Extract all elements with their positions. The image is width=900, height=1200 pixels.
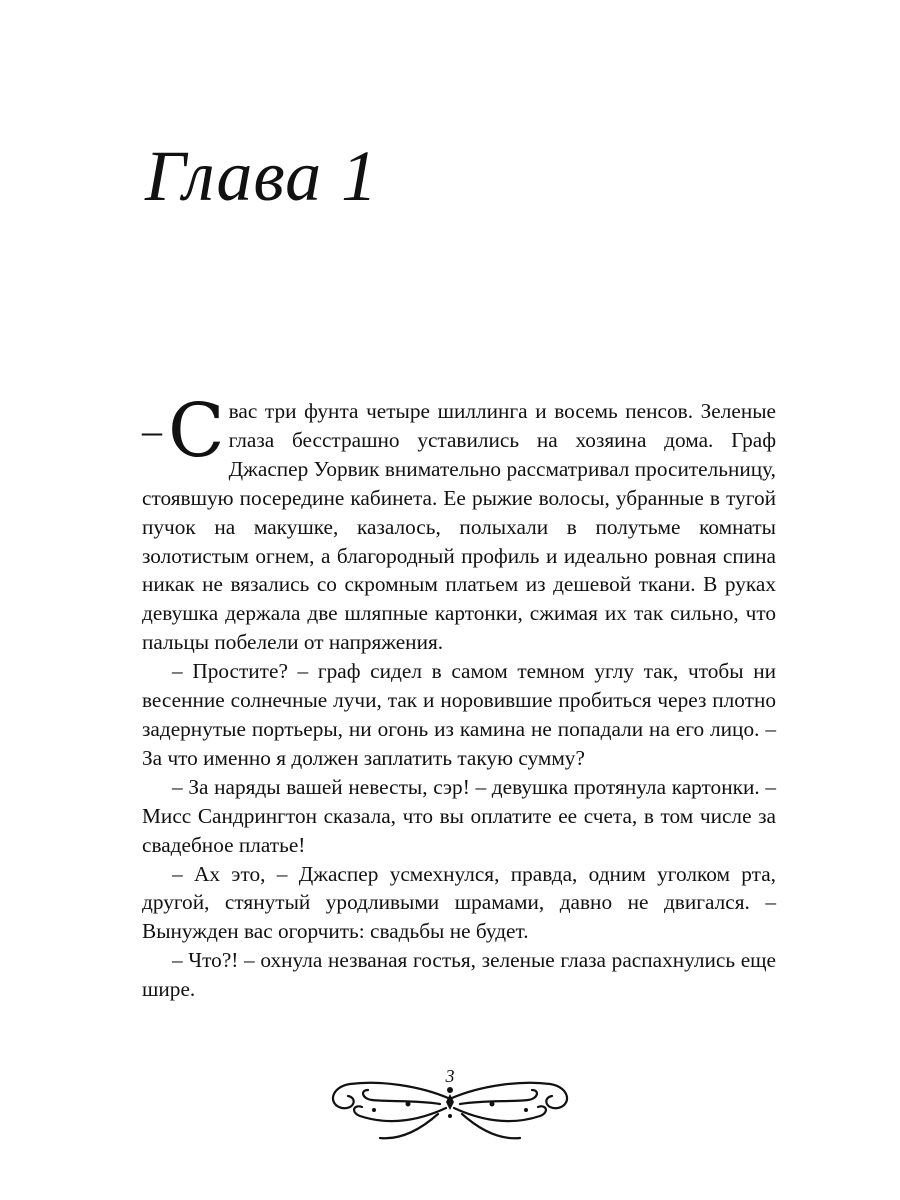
body-text	[142, 388, 776, 1004]
opening-dash: –	[142, 408, 162, 453]
page-footer	[0, 1060, 900, 1150]
paragraph-2: – Простите? – граф сидел в самом темном углу так, чтобы ни весенние солнечные лучи, так и норовившие пробиться через плотно задернутые портьеры, ни огонь из камина не попадали на его лицо. – За что именно я должен заплатить такую сумму?	[142, 659, 776, 770]
paragraph-5: – Что?! – охнула незваная гостья, зеленые глаза распахнулись еще шире.	[142, 948, 776, 1002]
page-number: 3	[445, 1066, 455, 1086]
paragraph-1-text: вас три фунта четыре шиллинга и восемь пенсов. Зеленые глаза бесстрашно уставились на хозяина дома. Граф Джаспер Уорвик внимательно рассматривал просительницу, стоявшую посередине кабинета. Ее рыжие волосы, убранные в тугой пучок на макушке, казалось, полыхали в полутьме комнаты золотистым огнем, а благородный профиль и идеально ровная спина никак не вязались со скромным платьем из дешевой ткани. В руках девушка держала две шляпные картонки, сжимая их так сильно, что пальцы побелели от напряжения.	[142, 399, 776, 655]
paragraph-4: – Ах это, – Джаспер усмехнулся, правда, одним уголком рта, другой, стянутый уродливыми шрамами, давно не двигался. – Вынужден вас огорчить: свадьбы не будет.	[142, 861, 776, 944]
chapter-title: Глава 1	[145, 136, 379, 216]
drop-cap: С	[168, 388, 225, 474]
paragraph-3: – За наряды вашей невесты, сэр! – девушка протянула картонки. – Мисс Сандрингтон сказала, что вы оплатите ее счета, в том числе за свадебное платье!	[142, 774, 776, 857]
paragraph-1	[142, 388, 776, 657]
